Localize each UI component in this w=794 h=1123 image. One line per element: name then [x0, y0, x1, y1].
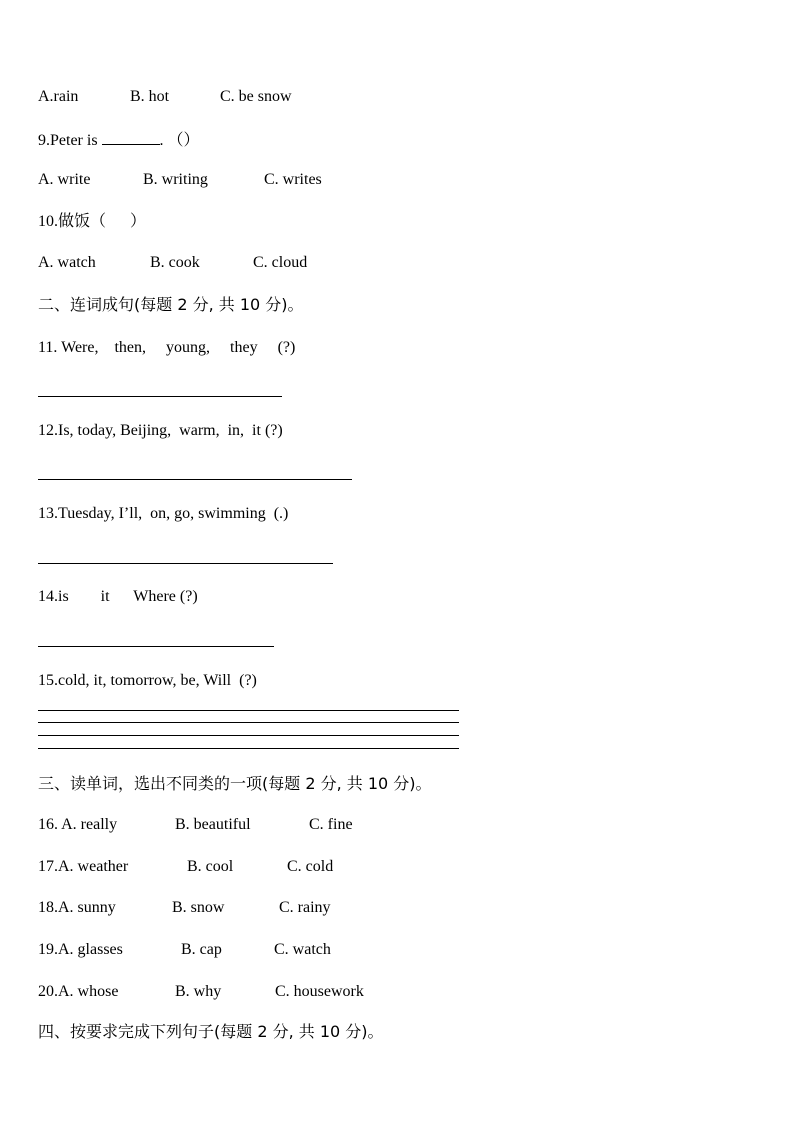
- q20-option-b: B. why: [175, 983, 222, 1000]
- q13-words: 13.Tuesday, I’ll, on, go, swimming (.): [38, 505, 289, 522]
- q15-answer-line-1: [38, 710, 459, 711]
- section4-heading: 四、按要求完成下列句子(每题 2 分, 共 10 分)。: [38, 1022, 384, 1041]
- q13-answer-line: [38, 563, 333, 564]
- q10-option-a: A. watch: [38, 254, 96, 271]
- q9-stem: [38, 130, 200, 151]
- section2-heading: 二、连词成句(每题 2 分, 共 10 分)。: [38, 295, 304, 314]
- q8-option-c: C. be snow: [220, 88, 292, 105]
- q12-words: 12.Is, today, Beijing, warm, in, it (?): [38, 422, 283, 439]
- section3-heading: 三、读单词，选出不同类的一项(每题 2 分, 共 10 分)。: [38, 774, 432, 793]
- q20-option-a: 20.A. whose: [38, 983, 119, 1000]
- q20-option-c: C. housework: [275, 983, 364, 1000]
- q17-option-b: B. cool: [187, 858, 234, 875]
- q11-words: 11. Were, then, young, they (?): [38, 339, 296, 356]
- q9-option-b: B. writing: [143, 171, 208, 188]
- q10-option-c: C. cloud: [253, 254, 308, 271]
- q16-option-a: 16. A. really: [38, 816, 118, 833]
- q15-answer-line-4: [38, 748, 459, 749]
- q15-answer-line-3: [38, 735, 459, 736]
- q9-stem-suffix: . （）: [159, 132, 200, 149]
- q17-option-c: C. cold: [287, 858, 334, 875]
- q10-stem: 10.做饭（ ）: [38, 213, 147, 230]
- q10-option-b: B. cook: [150, 254, 200, 271]
- q14-answer-line: [38, 646, 274, 647]
- q17-option-a: 17.A. weather: [38, 858, 129, 875]
- q18-option-b: B. snow: [172, 899, 225, 916]
- q16-option-c: C. fine: [309, 816, 353, 833]
- q8-option-b: B. hot: [130, 88, 170, 105]
- q19-option-b: B. cap: [181, 941, 222, 958]
- q15-words: 15.cold, it, tomorrow, be, Will (?): [38, 672, 257, 689]
- q9-option-a: A. write: [38, 171, 91, 188]
- q16-option-b: B. beautiful: [175, 816, 251, 833]
- q9-stem-prefix: 9.Peter is: [38, 132, 102, 149]
- q19-option-a: 19.A. glasses: [38, 941, 123, 958]
- q19-option-c: C. watch: [274, 941, 331, 958]
- q8-option-a: A.rain: [38, 88, 79, 105]
- q9-blank: [102, 130, 160, 145]
- q9-option-c: C. writes: [264, 171, 322, 188]
- q18-option-c: C. rainy: [279, 899, 331, 916]
- q11-answer-line: [38, 396, 282, 397]
- q12-answer-line: [38, 479, 352, 480]
- q14-words: 14.is it Where (?): [38, 588, 198, 605]
- q15-answer-line-2: [38, 722, 459, 723]
- q18-option-a: 18.A. sunny: [38, 899, 116, 916]
